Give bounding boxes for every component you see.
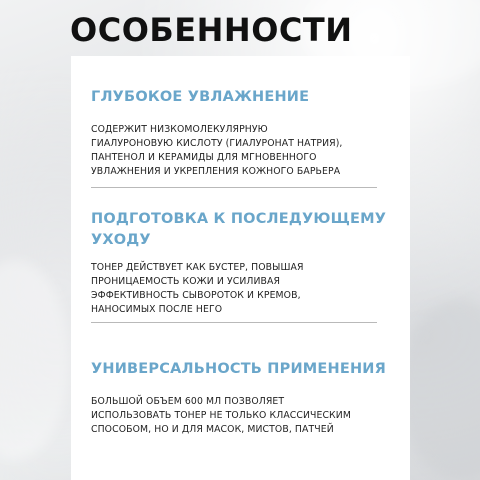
feature-body-line: НАНОСИМЫХ ПОСЛЕ НЕГО [91,304,223,315]
feature-body-line: УВЛАЖНЕНИЯ И УКРЕПЛЕНИЯ КОЖНОГО БАРЬЕРА [91,166,341,177]
feature-heading-preparation [91,209,391,251]
feature-heading-deep-hydration: ГЛУБОКОЕ УВЛАЖНЕНИЕ [91,89,310,105]
feature-body-line: ИСПОЛЬЗОВАТЬ ТОНЕР НЕ ТОЛЬКО КЛАССИЧЕСКИМ [91,410,351,421]
feature-body-versatility [91,395,391,437]
feature-body-line: СПОСОБОМ, НО И ДЛЯ МАСОК, МИСТОВ, ПАТЧЕЙ [91,424,334,435]
background-shadow [400,300,480,480]
feature-heading-line: УХОДУ [91,232,151,248]
feature-body-line: ЭФФЕКТИВНОСТЬ СЫВОРОТОК И КРЕМОВ, [91,290,301,301]
feature-body-line: ТОНЕР ДЕЙСТВУЕТ КАК БУСТЕР, ПОВЫШАЯ [91,262,304,273]
feature-body-deep-hydration [91,123,391,179]
feature-body-line: СОДЕРЖИТ НИЗКОМОЛЕКУЛЯРНУЮ [91,124,268,135]
feature-heading-line: ПОДГОТОВКА К ПОСЛЕДУЮЩЕМУ [91,211,387,227]
page-title: ОСОБЕННОСТИ [70,11,353,49]
feature-body-line: БОЛЬШОЙ ОБЪЕМ 600 МЛ ПОЗВОЛЯЕТ [91,396,285,407]
features-card [71,56,410,480]
feature-heading-versatility: УНИВЕРСАЛЬНОСТЬ ПРИМЕНЕНИЯ [91,361,386,377]
feature-body-preparation [91,261,391,317]
feature-body-line: ПРОНИЦАЕМОСТЬ КОЖИ И УСИЛИВАЯ [91,276,281,287]
section-divider [91,187,377,188]
feature-body-line: ГИАЛУРОНОВУЮ КИСЛОТУ (ГИАЛУРОНАТ НАТРИЯ), [91,138,343,149]
section-divider [91,322,377,323]
feature-body-line: ПАНТЕНОЛ И КЕРАМИДЫ ДЛЯ МГНОВЕННОГО [91,152,317,163]
background-highlight [0,260,70,460]
